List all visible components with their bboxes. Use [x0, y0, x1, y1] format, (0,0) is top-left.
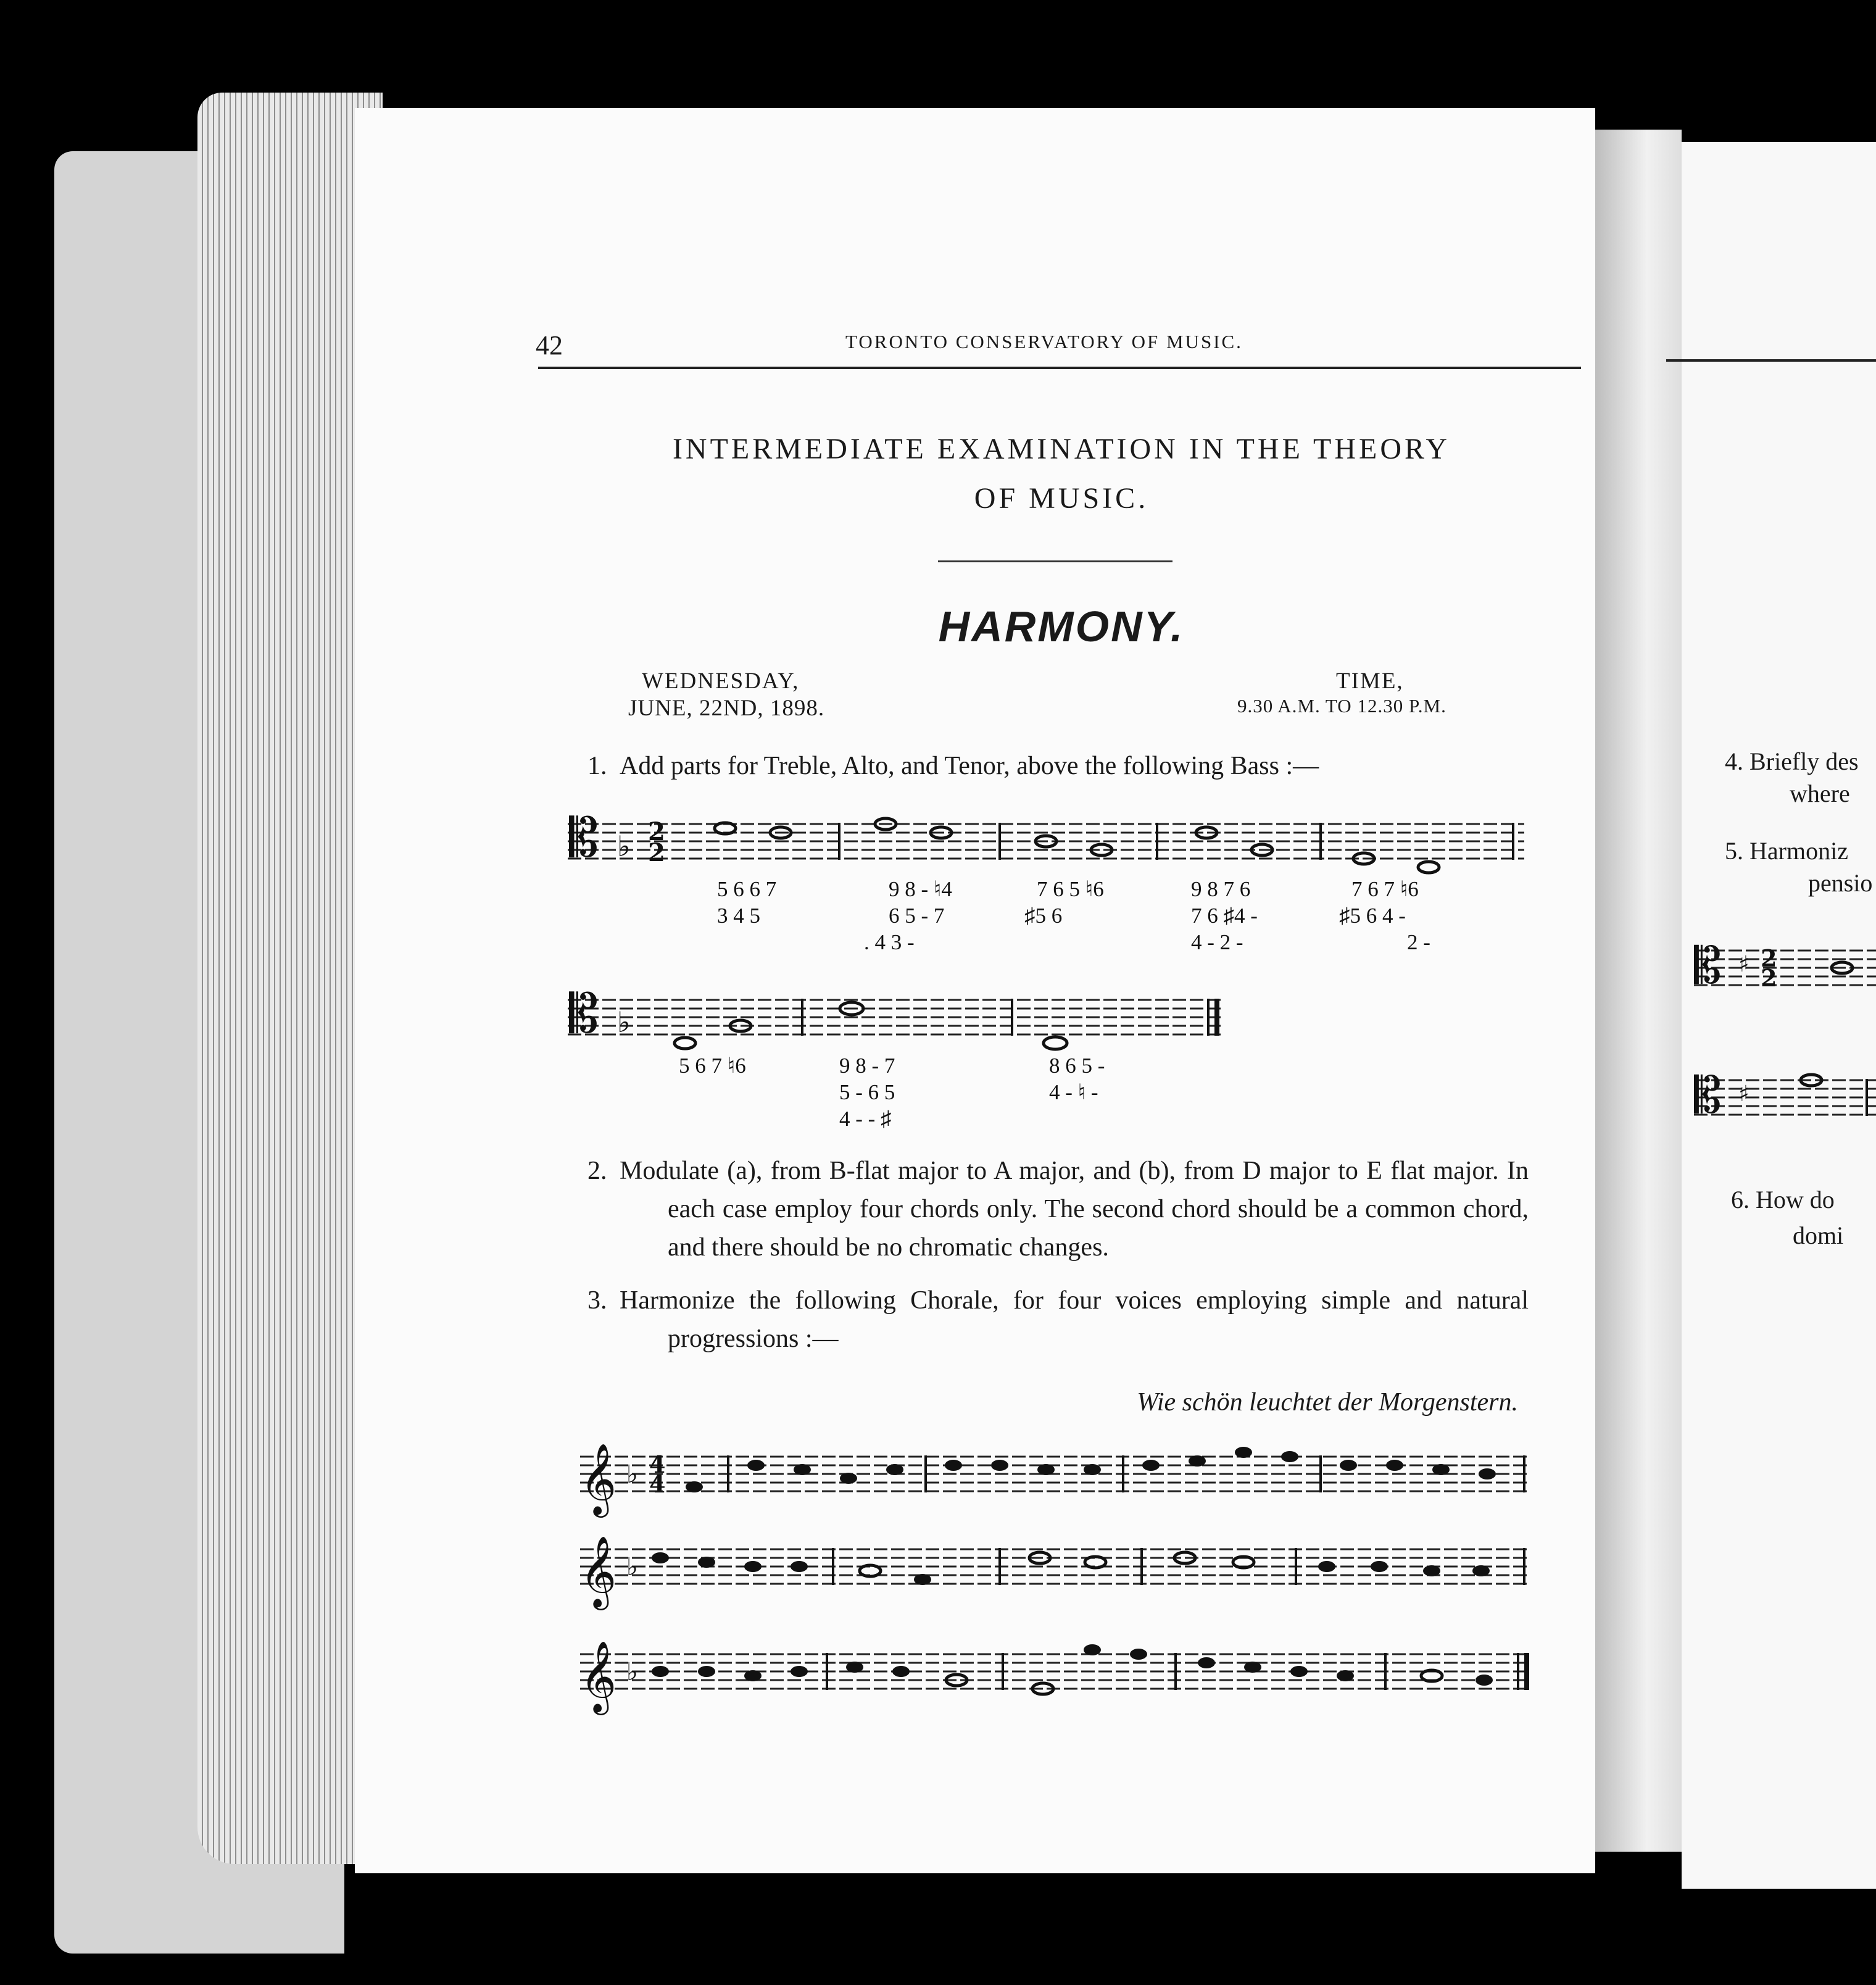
svg-text:♯: ♯	[1738, 952, 1749, 977]
header-rule	[538, 367, 1581, 369]
svg-text:𝄡: 𝄡	[1694, 1067, 1722, 1124]
treble-staff-line-1	[568, 1432, 1537, 1518]
svg-text:4 - ♮ -: 4 - ♮ -	[1049, 1080, 1098, 1104]
svg-text:9 8 7 6: 9 8 7 6	[1191, 877, 1251, 901]
question-2-number: 2.	[587, 1157, 607, 1185]
svg-text:5 - 6 5: 5 - 6 5	[839, 1080, 895, 1104]
title-divider	[938, 560, 1172, 562]
right-q5	[1725, 836, 1848, 865]
right-page	[1682, 142, 1876, 1889]
svg-text:♭: ♭	[617, 1005, 631, 1039]
svg-text:5 6 6 7: 5 6 6 7	[717, 877, 777, 901]
svg-text:5 6 7 ♮6: 5 6 7 ♮6	[679, 1054, 746, 1078]
svg-text:9 8 - 7: 9 8 - 7	[839, 1054, 895, 1078]
bass-time-signature-top: 2	[648, 817, 665, 846]
time-label: TIME,	[1336, 668, 1404, 694]
svg-text:♯5 6 4 -: ♯5 6 4 -	[1339, 904, 1406, 928]
svg-text:♯: ♯	[1738, 1081, 1749, 1107]
svg-text:𝄡: 𝄡	[1694, 937, 1722, 994]
svg-text:♭: ♭	[617, 830, 631, 863]
question-3	[587, 1281, 1529, 1358]
right-q5-number: 5.	[1725, 837, 1743, 865]
right-page-header-rule	[1666, 359, 1876, 362]
svg-text:♭: ♭	[626, 1553, 638, 1581]
question-1-text: Add parts for Treble, Alto, and Tenor, above the following Bass :—	[620, 752, 1319, 780]
svg-text:7 6 ♯4 -: 7 6 ♯4 -	[1191, 904, 1258, 928]
book-gutter	[1595, 130, 1682, 1852]
svg-text:𝄞: 𝄞	[580, 1535, 617, 1607]
chorale-title: Wie schön leuchtet der Morgenstern.	[1137, 1388, 1518, 1417]
right-q4	[1725, 747, 1859, 776]
svg-text:𝄞: 𝄞	[580, 1640, 617, 1712]
question-2-text: Modulate (a), from B-flat major to A major, and (b), from D major to E flat major. In each case employ four chords only. The second chord should be a common chord, and there should be no chromatic changes.	[620, 1157, 1529, 1262]
svg-text:𝄡: 𝄡	[569, 807, 599, 869]
question-3-number: 3.	[587, 1286, 607, 1315]
svg-text:4 - - ♯: 4 - - ♯	[839, 1107, 892, 1131]
svg-text:♭: ♭	[626, 1460, 638, 1489]
svg-text:8 6 5 -: 8 6 5 -	[1049, 1054, 1105, 1078]
right-q4-number: 4.	[1725, 747, 1743, 775]
right-q5-line1: Harmoniz	[1749, 837, 1848, 865]
treble-staff-line-3	[568, 1629, 1537, 1716]
treble-time-signature-bottom: 4	[649, 1470, 666, 1498]
bass-staff-line-1	[555, 805, 1530, 954]
svg-text:3 4 5: 3 4 5	[717, 904, 760, 928]
right-staff-2	[1688, 1062, 1876, 1136]
svg-text:𝄞: 𝄞	[580, 1442, 617, 1515]
treble-time-signature-top: 4	[649, 1450, 666, 1478]
exam-day: WEDNESDAY,	[642, 668, 800, 694]
running-head: TORONTO CONSERVATORY OF MUSIC.	[845, 331, 1243, 352]
svg-text:9 8 - ♮4: 9 8 - ♮4	[889, 877, 952, 901]
question-1	[587, 747, 1319, 785]
page-number: 42	[536, 330, 563, 360]
exam-title-line1: INTERMEDIATE EXAMINATION IN THE THEORY	[672, 433, 1451, 465]
treble-staff-line-2	[568, 1525, 1537, 1611]
right-staff-1	[1688, 932, 1876, 1006]
svg-text:7 6 7 ♮6: 7 6 7 ♮6	[1351, 877, 1419, 901]
svg-text:♭: ♭	[626, 1658, 638, 1686]
bass-staff-line-2	[555, 975, 1234, 1136]
right-q5-line2: pensio	[1808, 869, 1873, 897]
exam-date: JUNE, 22ND, 1898.	[628, 696, 825, 721]
svg-text:4 - 2 -: 4 - 2 -	[1191, 930, 1243, 954]
svg-text:7 6 5 ♮6: 7 6 5 ♮6	[1037, 877, 1104, 901]
right-q6-number: 6.	[1731, 1186, 1749, 1213]
svg-text:6 5 - 7: 6 5 - 7	[889, 904, 945, 928]
svg-text:♯5 6: ♯5 6	[1024, 904, 1063, 928]
right-q4-line1: Briefly des	[1749, 747, 1859, 775]
question-2	[587, 1152, 1529, 1267]
question-3-text: Harmonize the following Chorale, for four voices employing simple and natural progressions :—	[620, 1286, 1529, 1353]
bass-time-signature-bottom: 2	[648, 838, 665, 867]
right-q6-line1: How do	[1756, 1186, 1835, 1213]
right-q6-line2: domi	[1793, 1221, 1844, 1249]
time-value: 9.30 A.M. TO 12.30 P.M.	[1237, 695, 1446, 717]
right-time-signature-top: 2	[1761, 944, 1777, 972]
exam-title-line2: OF MUSIC.	[974, 482, 1149, 515]
subject-heading: HARMONY.	[938, 602, 1185, 651]
right-q6	[1731, 1185, 1835, 1214]
svg-text:. 4 3 -: . 4 3 -	[864, 930, 915, 954]
question-1-number: 1.	[587, 752, 607, 780]
svg-text:𝄡: 𝄡	[569, 983, 599, 1045]
right-time-signature-bottom: 2	[1761, 964, 1777, 992]
svg-text:2 -: 2 -	[1407, 930, 1430, 954]
right-q4-line2: where	[1790, 780, 1850, 807]
